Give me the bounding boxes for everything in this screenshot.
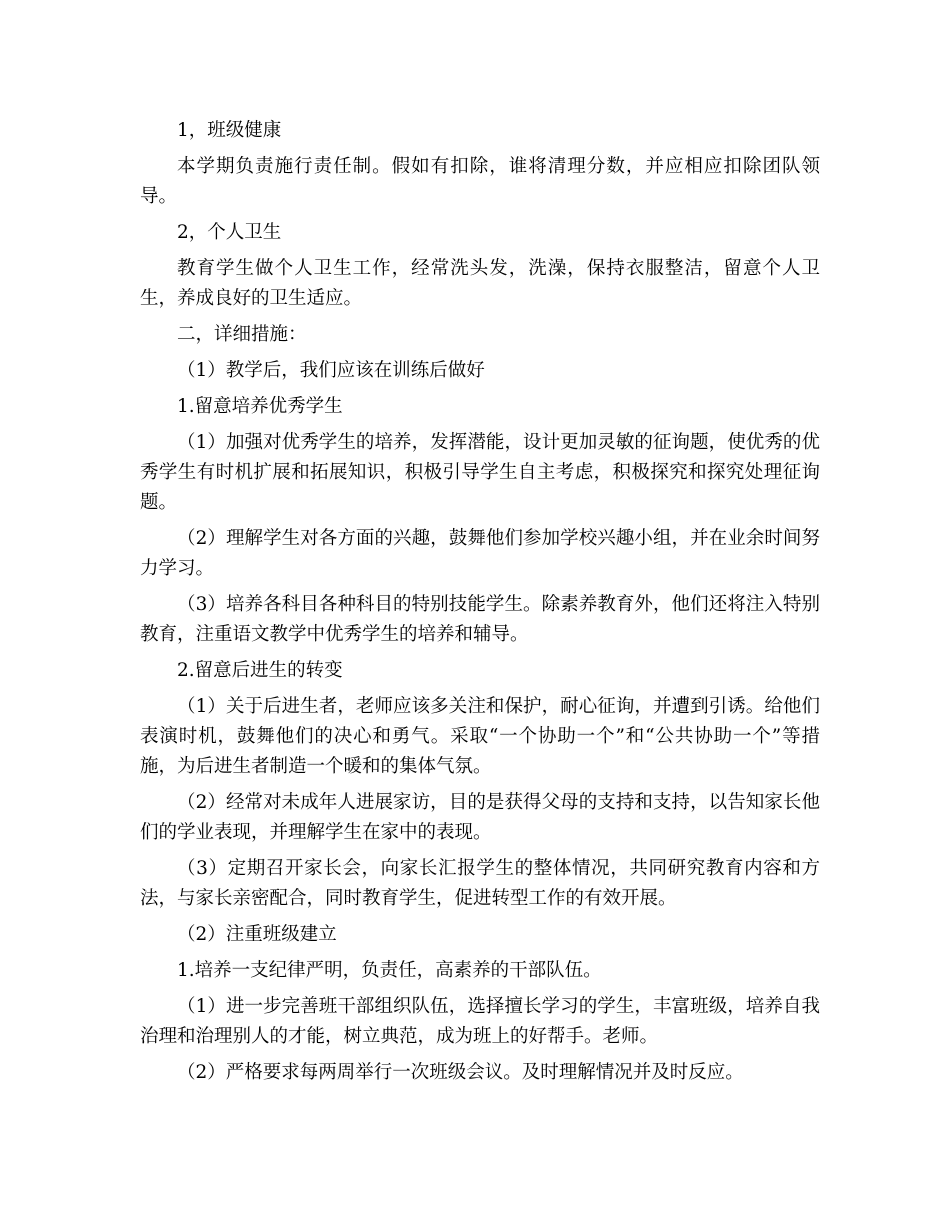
paragraph: 本学期负责施行责任制。假如有扣除，谁将清理分数，并应相应扣除团队领导。 [140, 156, 820, 207]
paragraph: 2，个人卫生 [177, 222, 282, 243]
paragraph: （1）关于后进生者，老师应该多关注和保护，耐心征询，并遭到引诱。给他们表演时机，鼓舞他们的决心和勇气。采取“一个协助一个”和“公共协助一个”等措施，为后进生者制造一个暖和的集体气氛。 [140, 696, 820, 777]
paragraph: 教育学生做个人卫生工作，经常洗头发，洗澡，保持衣服整洁，留意个人卫生，养成良好的卫生适应。 [140, 258, 820, 309]
paragraph: （1）加强对优秀学生的培养，发挥潜能，设计更加灵敏的征询题，使优秀的优秀学生有时机扩展和拓展知识，积极引导学生自主考虑，积极探究和探究处理征询题。 [140, 432, 820, 513]
paragraph: （2）严格要求每两周举行一次班级会议。及时理解情况并及时反应。 [177, 1062, 744, 1083]
paragraph: 1.留意培养优秀学生 [177, 396, 343, 417]
paragraph: （1）教学后，我们应该在训练后做好 [177, 360, 485, 381]
document-body [140, 116, 820, 1094]
paragraph: 1，班级健康 [177, 120, 282, 141]
paragraph: 二，详细措施： [177, 324, 307, 345]
paragraph: 2.留意后进生的转变 [177, 660, 343, 681]
paragraph: （2）理解学生对各方面的兴趣，鼓舞他们参加学校兴趣小组，并在业余时间努力学习。 [140, 528, 820, 579]
paragraph: （1）进一步完善班干部组织队伍，选择擅长学习的学生，丰富班级，培养自我治理和治理别人的才能，树立典范，成为班上的好帮手。老师。 [140, 996, 820, 1047]
paragraph: 1.培养一支纪律严明，负责任，高素养的干部队伍。 [177, 960, 602, 981]
paragraph: （3）培养各科目各种科目的特别技能学生。除素养教育外，他们还将注入特别教育，注重语文教学中优秀学生的培养和辅导。 [140, 594, 820, 645]
paragraph: （2）经常对未成年人进展家访，目的是获得父母的支持和支持，以告知家长他们的学业表现，并理解学生在家中的表现。 [140, 792, 820, 843]
paragraph: （3）定期召开家长会，向家长汇报学生的整体情况，共同研究教育内容和方法，与家长亲密配合，同时教育学生，促进转型工作的有效开展。 [140, 858, 820, 909]
paragraph: （2）注重班级建立 [177, 924, 337, 945]
